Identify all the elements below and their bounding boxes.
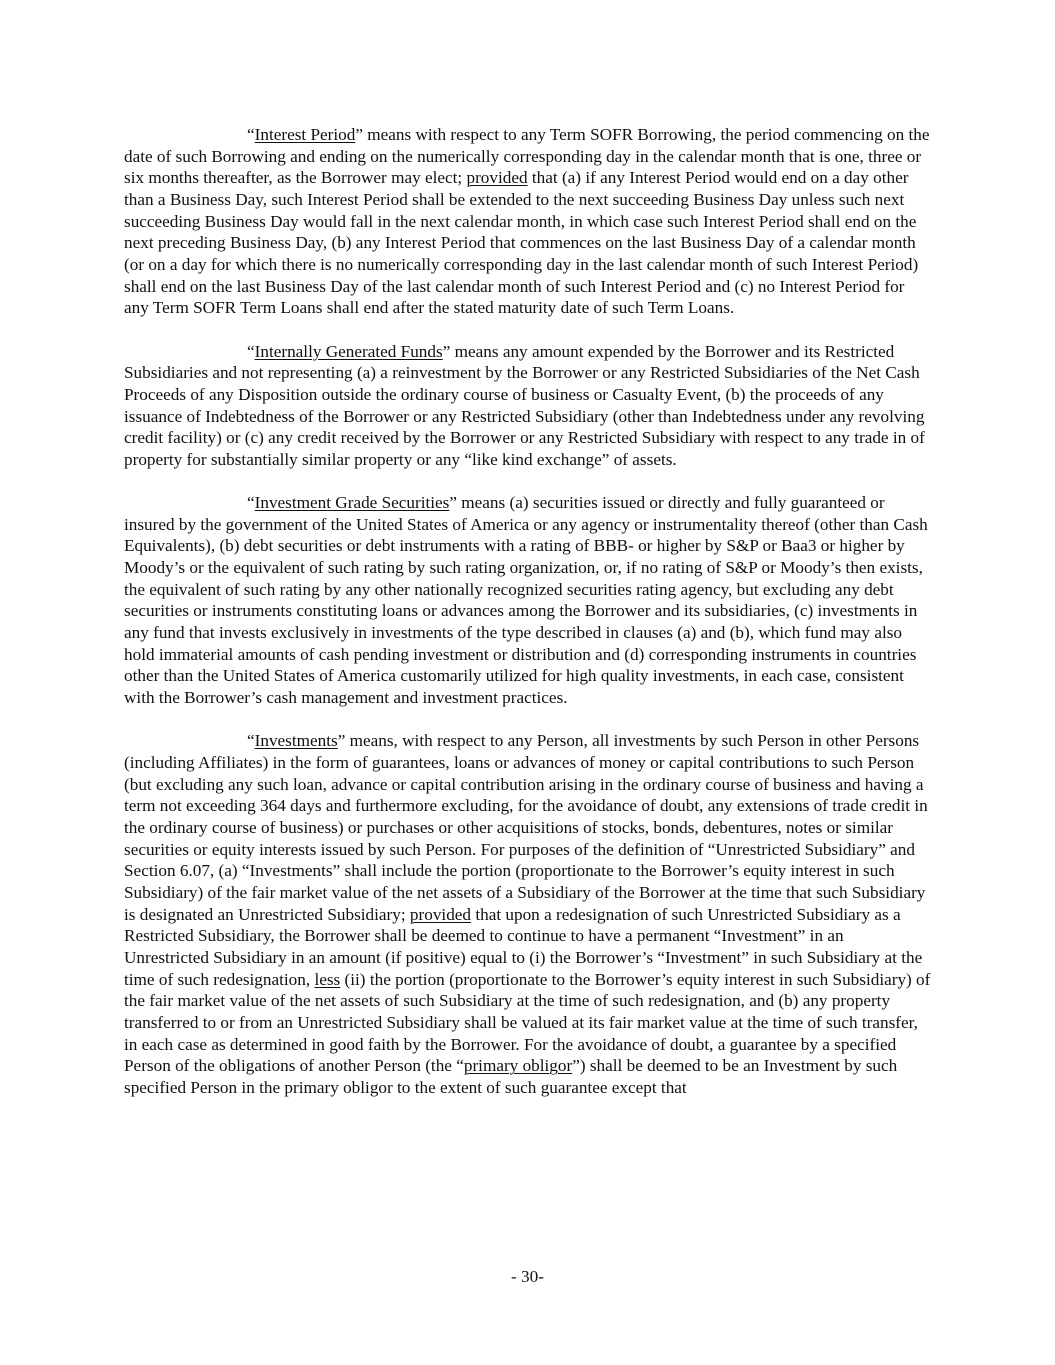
- defined-term: provided: [466, 168, 528, 188]
- paragraph-text: ”) shall be deemed to be an Investment by such specified Person in the primary obligor to the extent of such guarantee except that: [124, 1056, 898, 1097]
- paragraph-text: ” means (a) securities issued or directly and fully guaranteed or insured by the government of the United States of America or any agency or instrumentality thereof (other than Cash Equivalents), (b) debt securities or debt instruments with a rating of BBB- or higher by S&P or Baa3 or higher by Moody’s or the equivalent of such rating by such rating organization, or, if no rating of S&P or Moody’s then exists, the equivalent of such rating by any other nationally recognized securities rating agency, but excluding any debt securities or instruments constituting loans or advances among the Borrower and its subsidiaries, (c) investments in any fund that invests exclusively in investments of the type described in clauses (a) and (b), which fund may also hold immaterial amounts of cash pending investment or distribution and (d) corresponding instruments in countries other than the United States of America customarily utilized for high quality investments, in each case, consistent with the Borrower’s cash management and investment practices.: [124, 493, 928, 708]
- paragraph-text: that (a) if any Interest Period would end on a day other than a Business Day, such Interest Period shall be extended to the next succeeding Business Day unless such next succeeding Business Day would fall in the next calendar month, in which case such Interest Period shall end on the next preceding Business Day, (b) any Interest Period that commences on the last Business Day of a calendar month (or on a day for which there is no numerically corresponding day in the last calendar month of such Interest Period) shall end on the last Business Day of the last calendar month of such Interest Period and (c) no Interest Period for any Term SOFR Term Loans shall end after the stated maturity date of such Term Loans.: [124, 168, 919, 318]
- document-body: [124, 124, 932, 1120]
- definition-investment-grade-securities: [124, 492, 932, 709]
- defined-term: Interest Period: [254, 125, 356, 144]
- defined-term: Investments: [254, 731, 338, 751]
- paragraph-text: “: [247, 341, 255, 361]
- defined-term: provided: [409, 904, 472, 924]
- definition-investments: [124, 730, 932, 1098]
- paragraph-text: ” means, with respect to any Person, all investments by such Person in other Persons (including Affiliates) in the form of guarantees, loans or advances of money or capital contributions to such Person (but excluding any such loan, advance or capital contribution arising in the ordinary course of business and having a term not exceeding 364 days and furthermore excluding, for the avoidance of doubt, any extensions of trade credit in the ordinary course of business) or purchases or other acquisitions of stocks, bonds, debentures, notes or similar securities or equity interests issued by such Person. For purposes of the definition of “Unrestricted Subsidiary” and Section 6.07, (a) “Investments” shall include the portion (proportionate to the Borrower’s equity interest in such Subsidiary) of the fair market value of the net assets of a Subsidiary of the Borrower at the time that such Subsidiary is designated an Unrestricted Subsidiary;: [124, 731, 928, 924]
- definition-interest-period: [124, 124, 932, 319]
- paragraph-text: “: [247, 125, 255, 144]
- defined-term: primary obligor: [463, 1056, 573, 1076]
- defined-term: less: [314, 969, 341, 989]
- paragraph-text: (ii) the portion (proportionate to the Borrower’s equity interest in such Subsidiary) of the fair market value of the net assets of such Subsidiary at the time of such redesignation, and (b) any property transferred to or from an Unrestricted Subsidiary shall be valued at its fair market value at the time of such transfer, in each case as determined in good faith by the Borrower. For the avoidance of doubt, a guarantee by a specified Person of the obligations of another Person (the “: [124, 969, 931, 1076]
- page-number: - 30-: [511, 1267, 544, 1286]
- defined-term: Internally Generated Funds: [254, 341, 443, 361]
- paragraph-text: that upon a redesignation of such Unrestricted Subsidiary as a Restricted Subsidiary, the Borrower shall be deemed to continue to have a permanent “Investment” in an Unrestricted Subsidiary in an amount (if positive) equal to (i) the Borrower’s “Investment” in such Subsidiary at the time of such redesignation,: [124, 904, 923, 989]
- definition-internally-generated-funds: [124, 341, 932, 471]
- paragraph-text: ” means any amount expended by the Borrower and its Restricted Subsidiaries and not representing (a) a reinvestment by the Borrower or any Restricted Subsidiaries of the Net Cash Proceeds of any Disposition outside the ordinary course of business or Casualty Event, (b) the proceeds of any issuance of Indebtedness of the Borrower or any Restricted Subsidiary (other than Indebtedness under any revolving credit facility) or (c) any credit received by the Borrower or any Restricted Subsidiary with respect to any trade in of property for substantially similar property or any “like kind exchange” of assets.: [124, 341, 925, 469]
- defined-term: Investment Grade Securities: [254, 493, 450, 513]
- paragraph-text: ” means with respect to any Term SOFR Borrowing, the period commencing on the date of such Borrowing and ending on the numerically corresponding day in the calendar month that is one, three or six months thereafter, as the Borrower may elect;: [124, 125, 930, 188]
- paragraph-text: “: [247, 493, 255, 513]
- paragraph-text: “: [247, 731, 255, 751]
